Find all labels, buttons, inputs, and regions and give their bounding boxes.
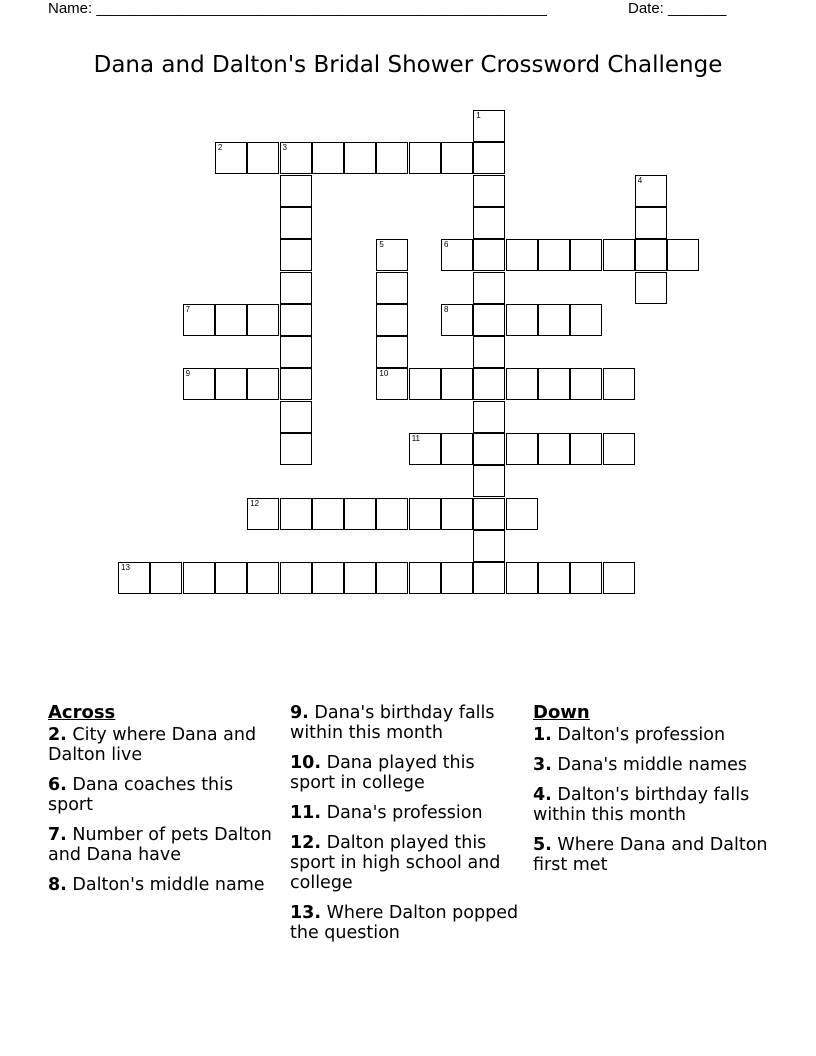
grid-cell[interactable] (506, 239, 538, 271)
grid-cell[interactable] (635, 175, 667, 207)
page-title: Dana and Dalton's Bridal Shower Crossword Challenge (93, 52, 723, 78)
grid-cell[interactable] (603, 562, 635, 594)
grid-cell[interactable] (247, 142, 279, 174)
grid-cell[interactable] (183, 368, 215, 400)
grid-cell[interactable] (473, 175, 505, 207)
clues-column-1 (48, 703, 273, 905)
grid-cell[interactable] (441, 304, 473, 336)
grid-cell[interactable] (570, 433, 602, 465)
grid-cell[interactable] (635, 207, 667, 239)
clues-column-3 (533, 703, 773, 885)
grid-cell[interactable] (344, 562, 376, 594)
across-heading: Across (48, 702, 116, 723)
grid-cell[interactable] (312, 498, 344, 530)
grid-cell[interactable] (376, 272, 408, 304)
grid-cell[interactable] (150, 562, 182, 594)
clue-down-5: 5. Where Dana and Dalton first met (533, 835, 768, 875)
grid-cell[interactable] (280, 433, 312, 465)
grid-cell[interactable] (409, 562, 441, 594)
clue-down-4: 4. Dalton's birthday falls within this month (533, 785, 750, 825)
grid-cell[interactable] (183, 304, 215, 336)
grid-cell[interactable] (183, 562, 215, 594)
grid-cell[interactable] (473, 498, 505, 530)
grid-cell[interactable] (215, 562, 247, 594)
grid-cell[interactable] (473, 110, 505, 142)
grid-cell[interactable] (376, 562, 408, 594)
grid-cell[interactable] (441, 498, 473, 530)
grid-cell[interactable] (409, 433, 441, 465)
grid-cell[interactable] (506, 498, 538, 530)
grid-cell[interactable] (538, 433, 570, 465)
grid-cell[interactable] (538, 304, 570, 336)
grid-cell[interactable] (473, 272, 505, 304)
grid-cell[interactable] (344, 142, 376, 174)
grid-cell[interactable] (538, 562, 570, 594)
grid-cell[interactable] (280, 401, 312, 433)
grid-cell[interactable] (473, 530, 505, 562)
grid-cell[interactable] (441, 433, 473, 465)
grid-cell[interactable] (538, 239, 570, 271)
grid-cell[interactable] (667, 239, 699, 271)
grid-cell[interactable] (570, 562, 602, 594)
grid-cell[interactable] (215, 142, 247, 174)
clue-down-1: 1. Dalton's profession (533, 725, 726, 745)
clue-number: 13 (121, 563, 130, 573)
grid-cell[interactable] (473, 207, 505, 239)
grid-cell[interactable] (473, 304, 505, 336)
grid-cell[interactable] (441, 368, 473, 400)
clue-across-7: 7. Number of pets Dalton and Dana have (48, 825, 272, 865)
grid-cell[interactable] (280, 207, 312, 239)
grid-cell[interactable] (247, 562, 279, 594)
grid-cell[interactable] (376, 142, 408, 174)
grid-cell[interactable] (280, 562, 312, 594)
name-field-line: Name: ______________________________________________________ (48, 0, 547, 17)
grid-cell[interactable] (312, 562, 344, 594)
date-field-line: Date: _______ (628, 0, 727, 17)
clues-column-2 (290, 703, 525, 953)
clue-number: 7 (185, 304, 191, 314)
clue-number: 6 (444, 240, 449, 250)
grid-cell[interactable] (603, 368, 635, 400)
clue-number: 5 (379, 240, 384, 250)
clue-number: 12 (250, 498, 260, 508)
down-heading: Down (533, 702, 590, 723)
grid-cell[interactable] (280, 175, 312, 207)
grid-cell[interactable] (280, 368, 312, 400)
clue-number: 4 (637, 175, 643, 185)
grid-cell[interactable] (409, 142, 441, 174)
grid-cell[interactable] (473, 401, 505, 433)
grid-cell[interactable] (280, 142, 312, 174)
clue-number: 3 (282, 143, 287, 153)
grid-cell[interactable] (376, 336, 408, 368)
grid-cell[interactable] (603, 433, 635, 465)
grid-cell[interactable] (473, 142, 505, 174)
grid-cell[interactable] (376, 498, 408, 530)
clue-number: 10 (379, 369, 389, 379)
grid-cell[interactable] (441, 239, 473, 271)
grid-cell[interactable] (603, 239, 635, 271)
grid-cell[interactable] (473, 465, 505, 497)
clue-across-9: 9. Dana's birthday falls within this month (290, 703, 495, 743)
clue-across-11: 11. Dana's profession (290, 803, 483, 823)
clue-across-8: 8. Dalton's middle name (48, 875, 265, 895)
grid-cell[interactable] (247, 368, 279, 400)
grid-cell[interactable] (376, 368, 408, 400)
clue-across-6: 6. Dana coaches this sport (48, 775, 234, 815)
grid-cell[interactable] (215, 304, 247, 336)
grid-cell[interactable] (570, 239, 602, 271)
clue-down-3: 3. Dana's middle names (533, 755, 747, 775)
grid-cell[interactable] (280, 304, 312, 336)
grid-cell[interactable] (344, 498, 376, 530)
grid-cell[interactable] (409, 498, 441, 530)
grid-cell[interactable] (118, 562, 150, 594)
grid-cell[interactable] (247, 498, 279, 530)
grid-cell[interactable] (473, 336, 505, 368)
grid-cell[interactable] (570, 368, 602, 400)
grid-cell[interactable] (506, 433, 538, 465)
grid-cell[interactable] (312, 142, 344, 174)
grid-cell[interactable] (280, 498, 312, 530)
grid-cell[interactable] (473, 368, 505, 400)
grid-cell[interactable] (215, 368, 247, 400)
clue-across-2: 2. City where Dana and Dalton live (48, 725, 257, 765)
grid-cell[interactable] (635, 272, 667, 304)
grid-cell[interactable] (247, 304, 279, 336)
clue-number: 2 (217, 143, 223, 153)
clue-number: 11 (411, 434, 420, 443)
grid-cell[interactable] (280, 272, 312, 304)
clue-number: 9 (185, 369, 191, 379)
grid-cell[interactable] (473, 433, 505, 465)
grid-cell[interactable] (635, 239, 667, 271)
grid-cell[interactable] (280, 336, 312, 368)
grid-cell[interactable] (376, 304, 408, 336)
grid-cell[interactable] (409, 368, 441, 400)
grid-cell[interactable] (376, 239, 408, 271)
clue-across-10: 10. Dana played this sport in college (290, 753, 475, 793)
grid-cell[interactable] (506, 368, 538, 400)
grid-cell[interactable] (506, 304, 538, 336)
grid-cell[interactable] (570, 304, 602, 336)
clue-number: 8 (444, 304, 449, 314)
grid-cell[interactable] (506, 562, 538, 594)
grid-cell[interactable] (280, 239, 312, 271)
grid-cell[interactable] (441, 562, 473, 594)
clue-across-12: 12. Dalton played this sport in high school and college (290, 833, 501, 893)
grid-cell[interactable] (441, 142, 473, 174)
grid-cell[interactable] (538, 368, 570, 400)
clue-across-13: 13. Where Dalton popped the question (290, 903, 519, 943)
grid-cell[interactable] (473, 562, 505, 594)
clue-number: 1 (476, 111, 481, 120)
grid-cell[interactable] (473, 239, 505, 271)
